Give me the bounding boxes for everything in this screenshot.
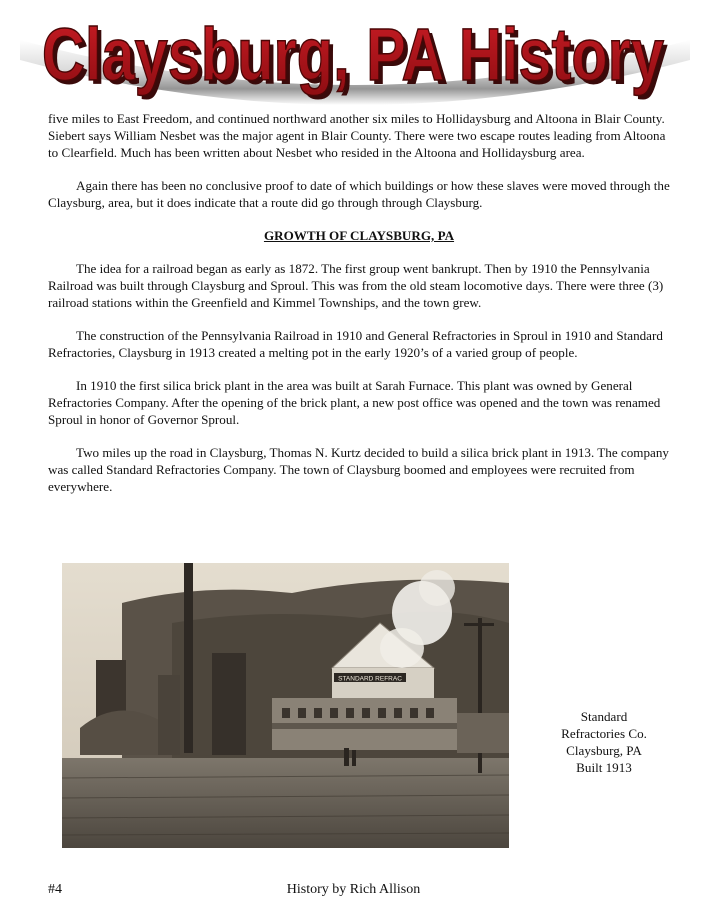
paragraph-5: In 1910 the first silica brick plant in the area was built at Sarah Furnace. This plant was owned by General Refractories Company. After the opening of the brick plant, a new post office was opened and the town was renamed Sproul in honor of Governor Sproul. bbox=[48, 378, 661, 427]
paragraph-2: Again there has been no conclusive proof to date of which buildings or how these slaves were moved through the Claysburg, area, but it does indicate that a route did go through through Claysburg. bbox=[48, 178, 670, 210]
masthead bbox=[0, 0, 707, 112]
caption-line-1: Standard bbox=[580, 709, 628, 724]
smokestack bbox=[184, 563, 193, 753]
paragraph-6: Two miles up the road in Claysburg, Thomas N. Kurtz decided to build a silica brick plant in 1913. The company was called Standard Refractories Company. The town of Claysburg boomed and employees were recruited from everywhere. bbox=[48, 445, 669, 494]
caption-line-4: Built 1913 bbox=[576, 760, 632, 775]
figure-person bbox=[344, 748, 349, 766]
factory-upper bbox=[332, 668, 434, 698]
masthead-title: Claysburg, PA History bbox=[42, 13, 664, 96]
factory-photo bbox=[62, 563, 509, 848]
page-number: #4 bbox=[48, 882, 62, 897]
paragraph-1: five miles to East Freedom, and continued northward another six miles to Hollidaysburg and Altoona in Blair County. Siebert says William Nesbet was the major agent in Blair County. There were two escape routes leading from Altoona to Clearfield. Much has been written about Nesbet who resided in the Altoona and Hollidaysburg area. bbox=[48, 111, 666, 160]
caption-line-2: Refractories Co. bbox=[561, 726, 647, 741]
footer-credit: History by Rich Allison bbox=[286, 882, 421, 897]
brick-stack-center bbox=[212, 653, 246, 755]
paragraph-4: The construction of the Pennsylvania Railroad in 1910 and General Refractories in Sproul in 1910 and Standard Refractories, Claysburg in 1913 created a melting pot in the early 1920’s of a varied group of people. bbox=[48, 328, 663, 360]
section-heading: GROWTH OF CLAYSBURG, PA bbox=[263, 228, 455, 243]
article-body bbox=[48, 110, 670, 511]
photo-caption bbox=[548, 708, 660, 776]
caption-line-3: Claysburg, PA bbox=[566, 743, 642, 758]
factory-sign-text: STANDARD REFRAC bbox=[338, 675, 402, 683]
paragraph-3: The idea for a railroad began as early as 1872. The first group went bankrupt. Then by 1910 the Pennsylvania Railroad was built through Claysburg and Sproul. This was from the old steam locomotive days. There were three (3) railroad stations within the Greenfield and Kimmel Townships, and the town grew. bbox=[48, 261, 664, 310]
masthead-title-shadow: Claysburg, PA History bbox=[46, 17, 668, 100]
